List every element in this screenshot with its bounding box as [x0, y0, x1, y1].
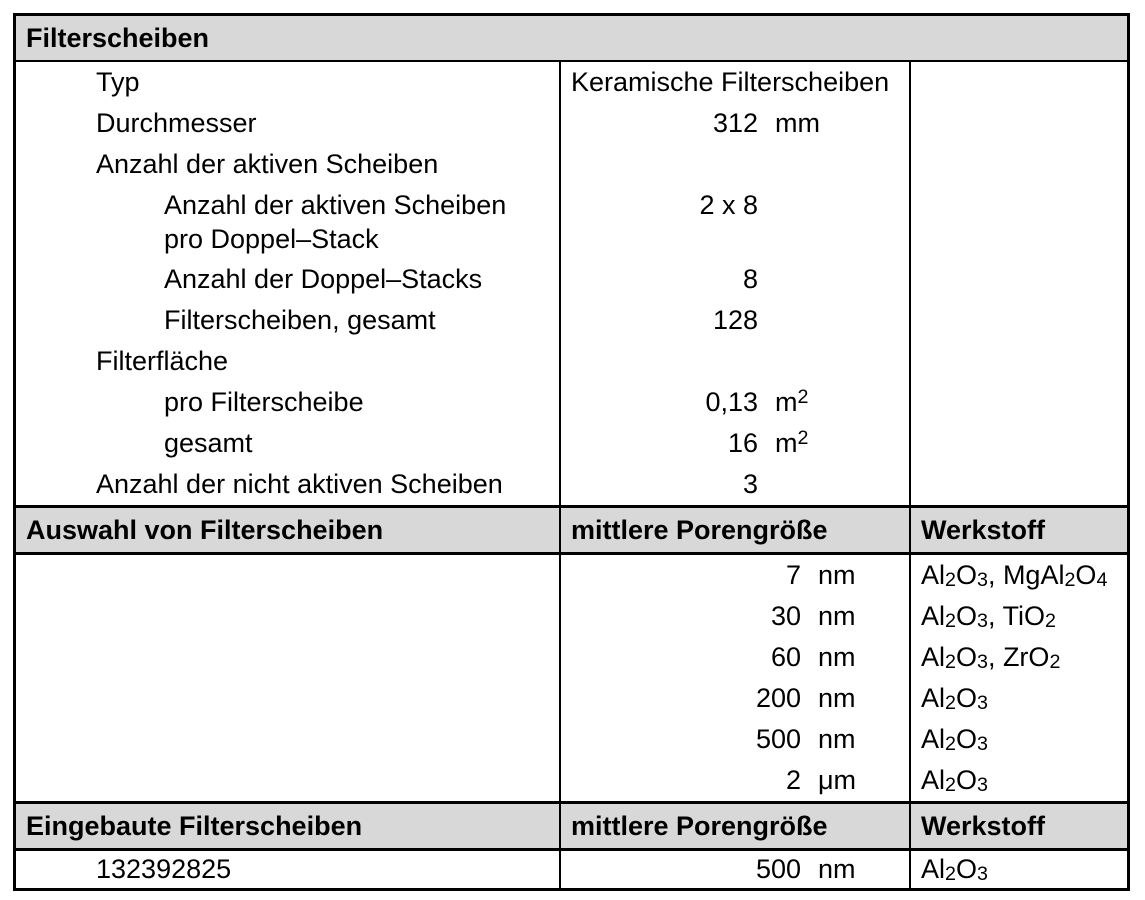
table-row: [16, 719, 1127, 760]
column-header-auswahl: Auswahl von Filterscheiben: [26, 514, 384, 545]
werkstoff-formula: Al $_2$ O $_3$: [909, 678, 1127, 719]
row-label: Anzahl der Doppel–Stacks: [164, 264, 483, 294]
section-header-filterscheiben: [16, 16, 1127, 62]
row-label: Filterscheiben, gesamt: [164, 305, 436, 335]
table-row: [16, 555, 1127, 596]
value-number: 60: [770, 642, 801, 672]
row-label: [16, 678, 559, 719]
werkstoff-formula: [909, 341, 1127, 382]
value-number: 2: [785, 765, 801, 795]
filter-disc-table: [13, 13, 1130, 891]
table-row: [16, 423, 1127, 464]
row-label: [16, 760, 559, 801]
value-number: 128: [712, 305, 758, 335]
table-row: [16, 62, 1127, 103]
row-label: Anzahl der aktiven Scheiben pro Doppel–Stack: [164, 190, 507, 254]
row-value: Keramische Filterscheiben: [559, 62, 909, 103]
column-header-werkstoff: Werkstoff: [909, 804, 1127, 848]
row-label: [16, 555, 559, 596]
werkstoff-formula: Al $_2$ O $_3$ , MgAl $_2$ O $_4$: [909, 555, 1127, 596]
table-row: [16, 851, 1127, 888]
werkstoff-formula: [909, 144, 1127, 185]
row-label: [16, 596, 559, 637]
value-unit: nm: [818, 601, 856, 631]
row-label: gesamt: [164, 428, 253, 458]
row-label: Durchmesser: [96, 108, 257, 138]
werkstoff-formula: [909, 423, 1127, 464]
row-label: Anzahl der nicht aktiven Scheiben: [96, 469, 503, 499]
table-row: [16, 464, 1127, 505]
werkstoff-formula: [909, 382, 1127, 423]
row-label: [16, 637, 559, 678]
row-value: [559, 464, 909, 505]
werkstoff-formula: [909, 464, 1127, 505]
row-value: [559, 637, 909, 678]
row-value: [559, 382, 909, 423]
table-row: [16, 103, 1127, 144]
column-header-porengroesse: mittlere Porengröße: [559, 508, 909, 552]
werkstoff-formula: [909, 62, 1127, 103]
row-value: [559, 103, 909, 144]
werkstoff-formula: [909, 259, 1127, 300]
row-value: [559, 596, 909, 637]
table-row: [16, 341, 1127, 382]
werkstoff-formula: Al $_2$ O $_3$: [909, 851, 1127, 888]
column-header-eingebaut: Eingebaute Filterscheiben: [26, 810, 363, 841]
table-row: [16, 185, 1127, 259]
row-value: [559, 555, 909, 596]
value-unit: nm: [818, 683, 856, 713]
row-value: [559, 423, 909, 464]
value-number: 200: [755, 683, 801, 713]
section-header-auswahl: [16, 505, 1127, 555]
value-unit: nm: [818, 854, 856, 884]
row-label: pro Filterscheibe: [164, 387, 364, 417]
value-number: 3: [742, 469, 758, 499]
section-body-auswahl: [16, 555, 1127, 801]
table-row: [16, 637, 1127, 678]
row-label: [16, 719, 559, 760]
row-value: [559, 678, 909, 719]
column-header-werkstoff: Werkstoff: [909, 508, 1127, 552]
row-label: Filterfläche: [96, 346, 229, 376]
table-row: [16, 259, 1127, 300]
row-value: [559, 144, 909, 185]
value-unit: nm: [818, 642, 856, 672]
value-unit: nm: [818, 560, 856, 590]
row-value: [559, 719, 909, 760]
row-value: [559, 851, 909, 888]
row-value: [559, 300, 909, 341]
section-body-eingebaut: [16, 851, 1127, 888]
section-body-filterscheiben: [16, 62, 1127, 505]
value-unit: mm: [775, 108, 820, 138]
value-number: 7: [785, 560, 801, 590]
row-value: [559, 341, 909, 382]
value-unit: $m^2$: [775, 385, 809, 417]
value-unit: nm: [818, 724, 856, 754]
table-row: [16, 760, 1127, 801]
werkstoff-formula: [909, 300, 1127, 341]
werkstoff-formula: Al $_2$ O $_3$ , TiO $_2$: [909, 596, 1127, 637]
value-number: 16: [727, 428, 758, 458]
value-number: 500: [755, 854, 801, 884]
table-row: [16, 144, 1127, 185]
werkstoff-formula: Al $_2$ O $_3$ , ZrO $_2$: [909, 637, 1127, 678]
werkstoff-formula: Al $_2$ O $_3$: [909, 760, 1127, 801]
row-value: [559, 760, 909, 801]
table-row: [16, 596, 1127, 637]
row-label: Typ: [96, 67, 140, 97]
row-value: [559, 259, 909, 300]
value-unit: $m^2$: [775, 426, 809, 458]
value-number: 0,13: [705, 387, 758, 417]
column-header-porengroesse: mittlere Porengröße: [559, 804, 909, 848]
row-label: Anzahl der aktiven Scheiben: [96, 149, 439, 179]
value-unit: μm: [818, 765, 857, 795]
row-label: 132392825: [96, 854, 232, 884]
section-header-eingebaut: [16, 801, 1127, 851]
value-number: 500: [755, 724, 801, 754]
value-number: 8: [742, 264, 758, 294]
table-row: [16, 382, 1127, 423]
row-value: [559, 185, 909, 259]
value-number: 312: [712, 108, 758, 138]
werkstoff-formula: [909, 103, 1127, 144]
table-row: [16, 300, 1127, 341]
table-row: [16, 678, 1127, 719]
section-title: Filterscheiben: [26, 22, 210, 53]
value-number: 2 x 8: [699, 190, 758, 220]
werkstoff-formula: [909, 185, 1127, 259]
value-number: 30: [770, 601, 801, 631]
werkstoff-formula: Al $_2$ O $_3$: [909, 719, 1127, 760]
